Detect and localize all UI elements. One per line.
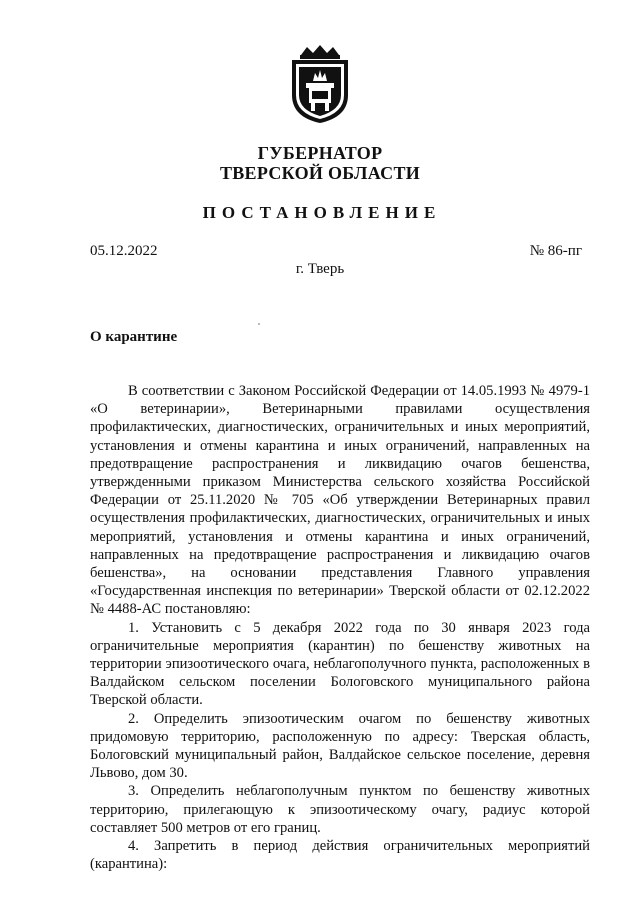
document-subject: О карантине: [90, 329, 178, 345]
paragraph-preamble: В соответствии с Законом Российской Федерации от 14.05.1993 № 4979-1 «О ветеринарии», Ветеринарными правилами осуществления профилактических, диагностических, ограничительных и иных мероприятий, установления и отмены карантина и иных ограничений, направленных на предотвращение распространения и ликвидацию очагов бешенства, утвержденными приказом Министерства сельского хозяйства Российской Федерации от 25.11.2020 № 705 «Об утверждении Ветеринарных правил осуществления профилактических, диагностических, ограничительных и иных мероприятий, установления и отмены карантина и иных ограничений, направленных на предотвращение распространения и ликвидацию очагов бешенства», на основании представления Главного управления «Государственная инспекция по ветеринарии» Тверской области от 02.12.2022 № 4488-АС постановляю:: [90, 383, 590, 618]
document-number: № 86-пг: [529, 243, 582, 259]
paragraph-item-2: 2. Определить эпизоотическим очагом по бешенству животных придомовую территорию, расположенную по адресу: Тверская область, Бологовский муниципальный район, Валдайское сельское поселение, деревня Львово, дом 30.: [90, 710, 590, 782]
issuer-title-line2: ТВЕРСКОЙ ОБЛАСТИ: [219, 163, 421, 183]
document-date: 05.12.2022: [90, 243, 158, 259]
document-city: г. Тверь: [295, 261, 345, 277]
scan-speck: [258, 323, 260, 325]
issuer-title-line1: ГУБЕРНАТОР: [257, 143, 383, 163]
paragraph-item-3: 3. Определить неблагополучным пунктом по бешенству животных территорию, прилегающую к эпизоотическому очагу, радиус которой составляет 500 метров от его границ.: [90, 783, 590, 836]
document-body: [90, 382, 590, 873]
document-type: ПОСТАНОВЛЕНИЕ: [202, 203, 442, 222]
coat-of-arms-icon: [287, 43, 353, 125]
paragraph-item-1: 1. Установить с 5 декабря 2022 года по 30 января 2023 года ограничительные мероприятия (карантин) по бешенству животных на территории эпизоотического очага, неблагополучного пункта, расположенных в Валдайском сельском поселении Бологовского муниципального района Тверской области.: [90, 619, 590, 709]
paragraph-item-4: 4. Запретить в период действия ограничительных мероприятий (карантина):: [90, 838, 590, 873]
